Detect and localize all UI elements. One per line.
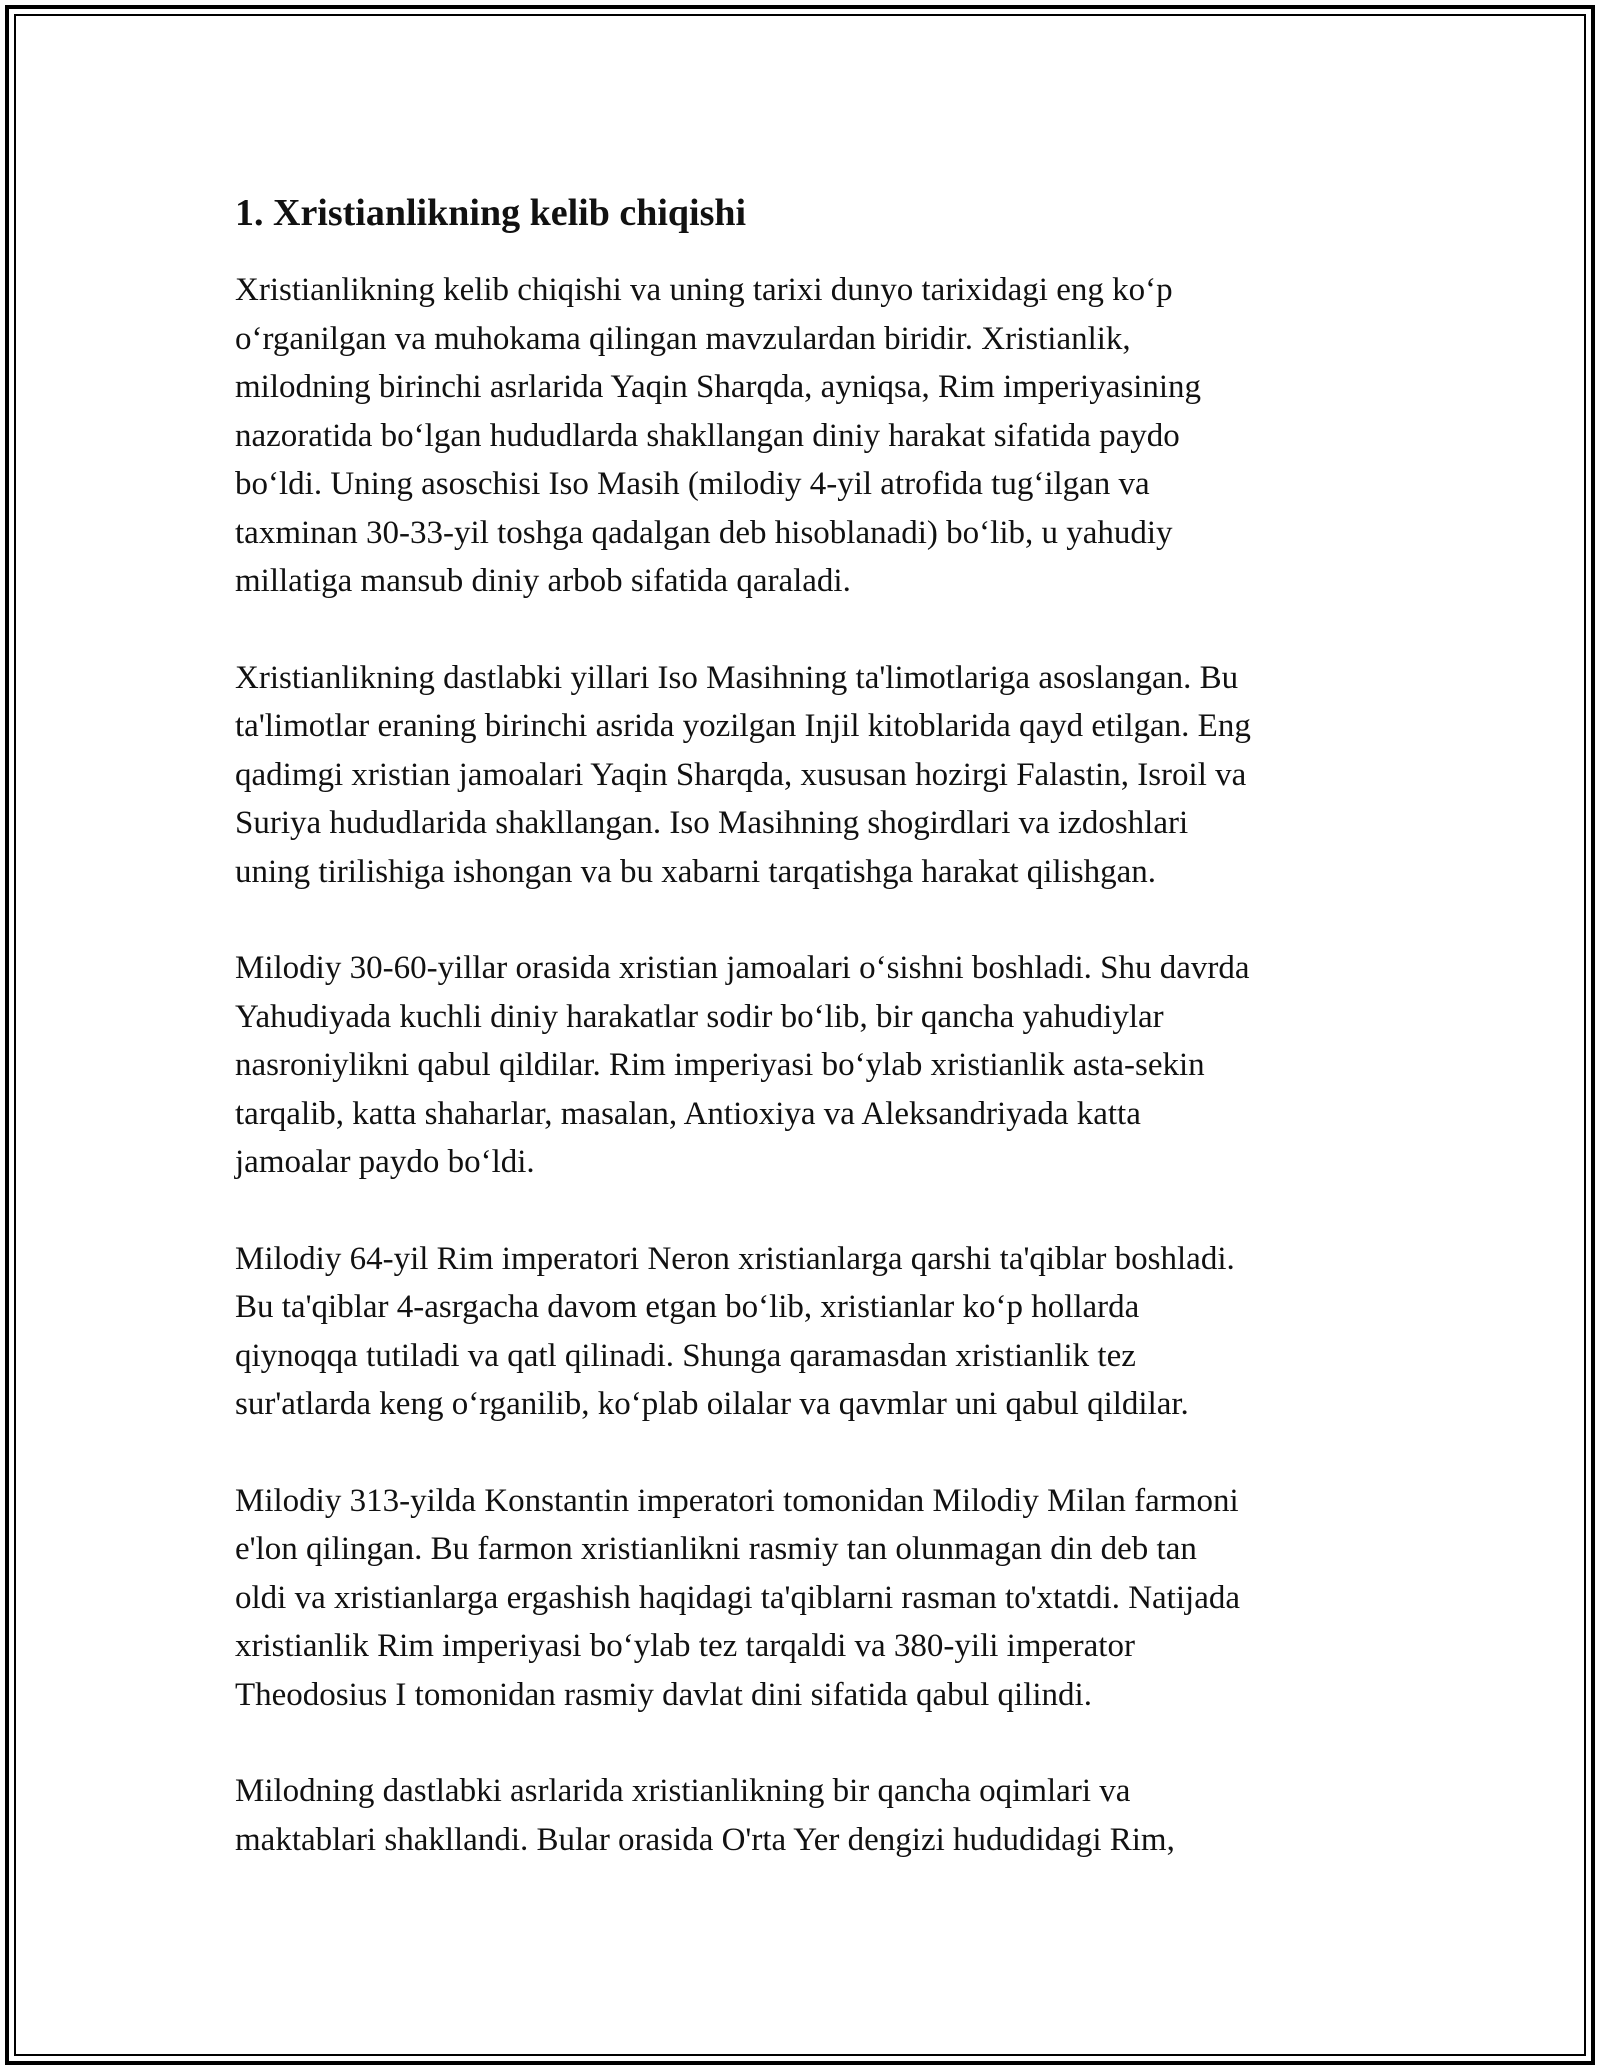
paragraph-early-years: Xristianlikning dastlabki yillari Iso Masihning ta'limotlariga asoslangan. Bu ta'limotlar eraning birinchi asrida yozilgan Injil kitoblarida qayd etilgan. Eng qadimgi xristian jamoalari Yaqin Sharqda, xususan hozirgi Falastin, Isroil va Suriya hududlarida shakllangan. Iso Masihning shogirdlari va izdoshlari uning tirilishiga ishongan va bu xabarni tarqatishga harakat qilishgan. bbox=[235, 659, 1251, 890]
paragraph-edict-of-milan: Milodiy 313-yilda Konstantin imperatori tomonidan Milodiy Milan farmoni e'lon qilingan. Bu farmon xristianlikni rasmiy tan olunmagan din deb tan oldi va xristianlarga ergashish haqidagi ta'qiblarni rasman to'xtatdi. Natijada xristianlik Rim imperiyasi boʻylab tez tarqaldi va 380-yili imperator Theodosius I tomonidan rasmiy davlat dini sifatida qabul qilindi. bbox=[235, 1482, 1240, 1713]
paragraph-growth: Milodiy 30-60-yillar orasida xristian jamoalari oʻsishni boshladi. Shu davrda Yahudiyada kuchli diniy harakatlar sodir boʻlib, bir qancha yahudiylar nasroniylikni qabul qildilar. Rim imperiyasi boʻylab xristianlik asta-sekin tarqalib, katta shaharlar, masalan, Antioxiya va Aleksandriyada katta jamoalar paydo boʻldi. bbox=[235, 950, 1250, 1180]
paragraph-origins: Xristianlikning kelib chiqishi va uning tarixi dunyo tarixidagi eng koʻp oʻrganilgan va muhokama qilingan mavzulardan biridir. Xristianlik, milodning birinchi asrlarida Yaqin Sharqda, ayniqsa, Rim imperiyasining nazoratida boʻlgan hududlarda shakllangan diniy harakat sifatida paydo boʻldi. Uning asoschisi Iso Masih (milodiy 4-yil atrofida tugʻilgan va taxminan 30-33-yil toshga qadalgan deb hisoblanadi) boʻlib, u yahudiy millatiga mansub diniy arbob sifatida qaraladi. bbox=[235, 272, 1202, 599]
paragraph-persecution: Milodiy 64-yil Rim imperatori Neron xristianlarga qarshi ta'qiblar boshladi. Bu ta'qiblar 4-asrgacha davom etgan boʻlib, xristianlar koʻp hollarda qiynoqqa tutiladi va qatl qilinadi. Shunga qaramasdan xristianlik tez sur'atlarda keng oʻrganilib, koʻplab oilalar va qavmlar uni qabul qildilar. bbox=[235, 1240, 1235, 1422]
paragraph-early-schools: Milodning dastlabki asrlarida xristianlikning bir qancha oqimlari va maktablari shakllandi. Bular orasida O'rta Yer dengizi hududidagi Rim, bbox=[235, 1773, 1175, 1858]
document-body bbox=[235, 190, 1390, 1912]
section-heading: 1. Xristianlikning kelib chiqishi bbox=[235, 192, 747, 234]
